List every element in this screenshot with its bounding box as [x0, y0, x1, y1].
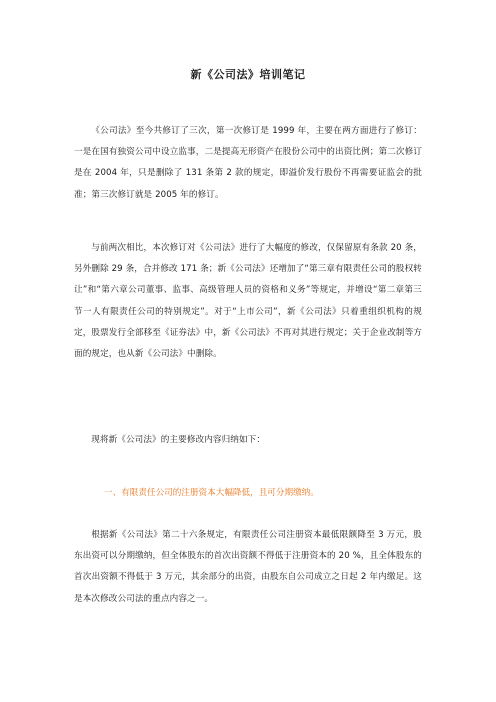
paragraph-registered-capital: 根据新《公司法》第二十六条规定，有限责任公司注册资本最低限额降至 3 万元，股东出资可以分期缴纳，但全体股东的首次出资额不得低于注册资本的 20 %，且全体股东的首次出资额不得低于 3 万元，其余部分的出资，由股东自公司成立之日起 2 年内缴足。这是本次修改公司法的重点内容之一。 [74, 530, 422, 604]
paragraph-summary-intro: 现将新《公司法》的主要修改内容归纳如下： [91, 435, 266, 445]
document-title: 新《公司法》培训笔记 [190, 68, 306, 81]
section-heading-registered-capital: 一、有限责任公司的注册资本大幅降低，且可分期缴纳。 [104, 488, 319, 498]
paragraph-revision-history: 《公司法》至今共修订了三次，第一次修订是 1999 年，主要在两方面进行了修订：一是在国有独资公司中设立监事，二是提高无形资产在股份公司中的出资比例；第二次修订是在 2004 年，只是删除了 131 条第 2 款的规定，即溢价发行股份不再需要证监会的批准；第三次修订就是 2005 年的修订。 [74, 126, 422, 200]
paragraph-revision-scope: 与前两次相比，本次修订对《公司法》进行了大幅度的修改，仅保留原有条款 20 条，另外删除 29 条，合并修改 171 条；新《公司法》还增加了“第三章有限责任公司的股权转让”和“第六章公司董事、监事、高级管理人员的资格和义务”等规定，并增设“第二章第三节一人有限责任公司的特别规定”。对于“上市公司”，新《公司法》只着重组织机构的规定，股票发行全部移至《证券法》中，新《公司法》不再对其进行规定；关于企业改制等方面的规定，也从新《公司法》中删除。 [74, 243, 422, 360]
